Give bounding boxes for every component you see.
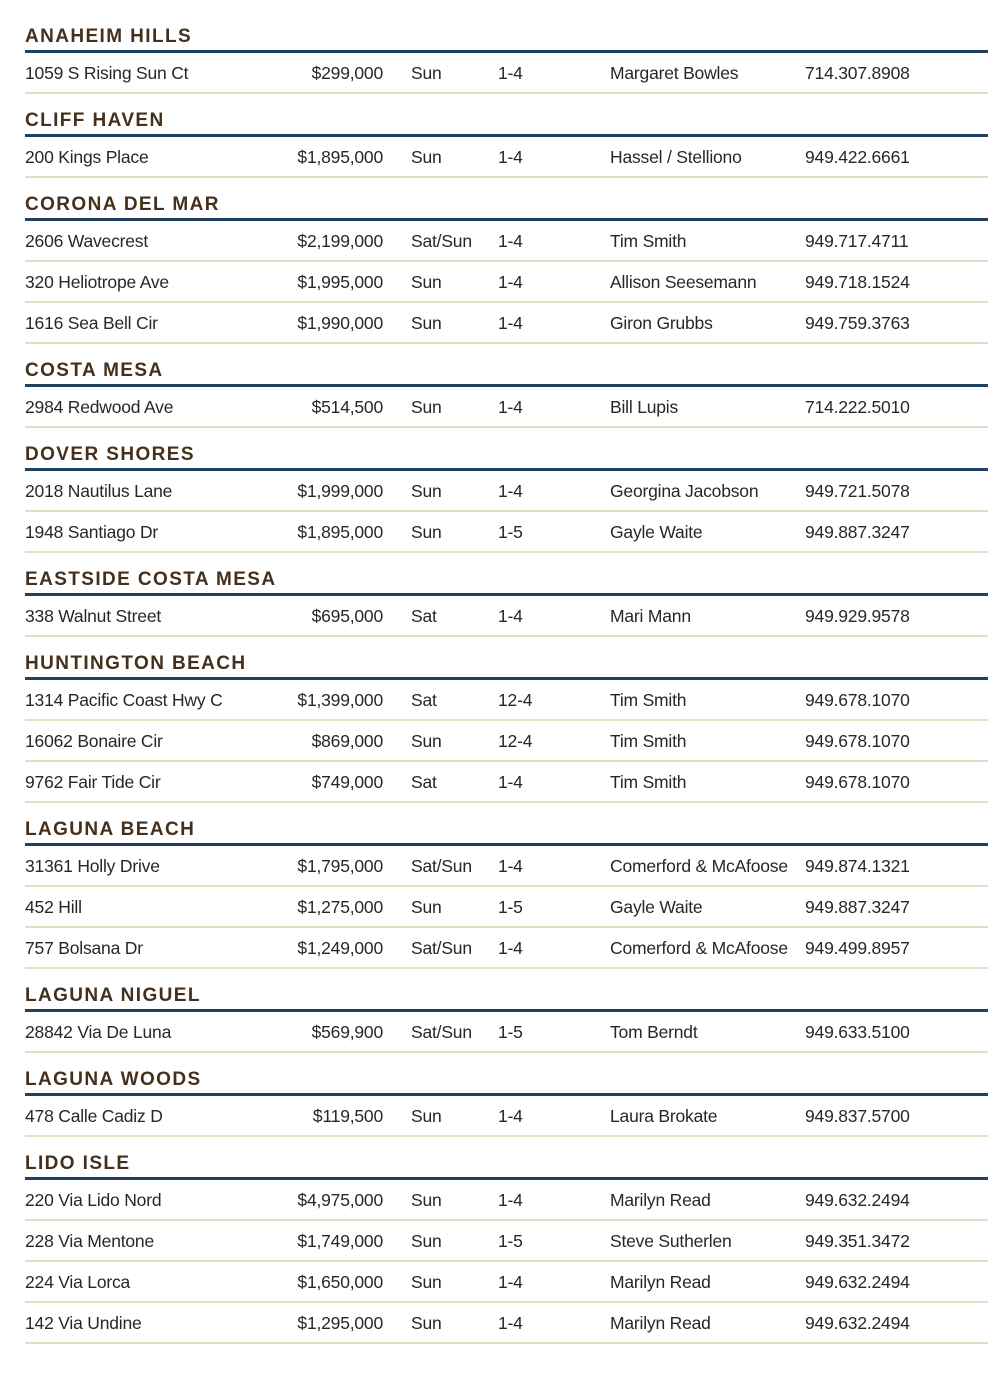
listing-address: 228 Via Mentone [25, 1230, 155, 1251]
listing-agent: Gayle Waite [610, 521, 703, 542]
listing-row [25, 1303, 988, 1344]
listing-open-day: Sun [411, 312, 442, 333]
listing-agent: Tim Smith [610, 230, 687, 251]
listing-price: $1,399,000 [297, 689, 383, 710]
listing-agent: Comerford & McAfoose [610, 937, 788, 958]
neighborhood-title: COSTA MESA [25, 360, 988, 387]
neighborhood-section [25, 819, 988, 969]
neighborhood-section [25, 1153, 988, 1344]
listing-row [25, 1262, 988, 1303]
listing-open-day: Sat/Sun [411, 230, 472, 251]
listing-row [25, 596, 988, 637]
listing-open-time: 1-4 [498, 1105, 523, 1126]
listing-agent: Mari Mann [610, 605, 691, 626]
listing-rows [25, 137, 988, 178]
neighborhood-section [25, 985, 988, 1053]
listing-price: $299,000 [311, 62, 383, 83]
listing-open-time: 1-4 [498, 1271, 523, 1292]
listing-agent: Comerford & McAfoose [610, 855, 788, 876]
listing-open-day: Sun [411, 1105, 442, 1126]
listing-address: 1059 S Rising Sun Ct [25, 62, 189, 83]
listing-address: 31361 Holly Drive [25, 855, 160, 876]
listing-phone: 949.721.5078 [805, 480, 910, 501]
listing-agent: Tom Berndt [610, 1021, 698, 1042]
listing-phone: 949.874.1321 [805, 855, 910, 876]
listing-price: $1,895,000 [297, 521, 383, 542]
listing-price: $695,000 [311, 605, 383, 626]
listing-rows [25, 1180, 988, 1344]
listing-phone: 949.887.3247 [805, 896, 910, 917]
listing-price: $1,995,000 [297, 271, 383, 292]
neighborhood-title: LIDO ISLE [25, 1153, 988, 1180]
listing-phone: 949.633.5100 [805, 1021, 910, 1042]
listing-address: 478 Calle Cadiz D [25, 1105, 163, 1126]
listing-row [25, 512, 988, 553]
neighborhood-title: LAGUNA BEACH [25, 819, 988, 846]
listing-open-day: Sun [411, 146, 442, 167]
listing-address: 28842 Via De Luna [25, 1021, 172, 1042]
listing-open-time: 1-5 [498, 521, 523, 542]
listing-price: $119,500 [312, 1105, 383, 1126]
neighborhood-section [25, 110, 988, 178]
listing-open-time: 1-5 [498, 1021, 523, 1042]
listing-price: $1,749,000 [297, 1230, 383, 1251]
listing-open-time: 12-4 [498, 730, 533, 751]
listing-rows [25, 1012, 988, 1053]
listing-agent: Giron Grubbs [610, 312, 713, 333]
listing-agent: Bill Lupis [610, 396, 679, 417]
listing-row [25, 137, 988, 178]
listing-open-time: 1-4 [498, 271, 523, 292]
listing-row [25, 1221, 988, 1262]
listing-address: 200 Kings Place [25, 146, 149, 167]
listing-rows [25, 387, 988, 428]
listing-address: 757 Bolsana Dr [25, 937, 143, 958]
listing-address: 224 Via Lorca [25, 1271, 131, 1292]
listing-agent: Marilyn Read [610, 1271, 711, 1292]
neighborhood-section [25, 653, 988, 803]
listing-open-time: 1-5 [498, 1230, 523, 1251]
open-house-directory [25, 26, 988, 1344]
listing-open-day: Sat/Sun [411, 1021, 472, 1042]
listing-address: 2018 Nautilus Lane [25, 480, 173, 501]
listing-address: 452 Hill [25, 896, 82, 917]
listing-price: $1,249,000 [297, 937, 383, 958]
listing-phone: 949.351.3472 [805, 1230, 910, 1251]
listing-open-day: Sat [411, 605, 437, 626]
neighborhood-section [25, 444, 988, 553]
neighborhood-title: CLIFF HAVEN [25, 110, 988, 137]
listing-open-time: 1-4 [498, 937, 523, 958]
listing-open-day: Sun [411, 1189, 442, 1210]
neighborhood-section [25, 569, 988, 637]
listing-open-time: 1-4 [498, 1189, 523, 1210]
listing-row [25, 928, 988, 969]
listing-address: 1948 Santiago Dr [25, 521, 159, 542]
listing-row [25, 1180, 988, 1221]
listing-price: $4,975,000 [297, 1189, 383, 1210]
listing-agent: Tim Smith [610, 689, 687, 710]
neighborhood-title: HUNTINGTON BEACH [25, 653, 988, 680]
listing-rows [25, 53, 988, 94]
neighborhood-section [25, 194, 988, 344]
listing-open-time: 1-4 [498, 855, 523, 876]
listing-open-day: Sun [411, 1230, 442, 1251]
neighborhood-title: ANAHEIM HILLS [25, 26, 988, 53]
listing-phone: 949.717.4711 [805, 230, 909, 251]
listing-open-day: Sat/Sun [411, 937, 472, 958]
listing-open-time: 1-4 [498, 771, 523, 792]
listing-open-day: Sun [411, 62, 442, 83]
listing-row [25, 680, 988, 721]
listing-open-time: 1-4 [498, 230, 523, 251]
neighborhood-section [25, 360, 988, 428]
listing-agent: Hassel / Stelliono [610, 146, 742, 167]
listing-open-day: Sat/Sun [411, 855, 472, 876]
listing-open-time: 1-4 [498, 146, 523, 167]
listing-price: $1,999,000 [297, 480, 383, 501]
listing-open-day: Sun [411, 480, 442, 501]
listing-rows [25, 680, 988, 803]
listing-row [25, 303, 988, 344]
listing-address: 9762 Fair Tide Cir [25, 771, 161, 792]
listing-price: $1,795,000 [297, 855, 383, 876]
neighborhood-title: LAGUNA NIGUEL [25, 985, 988, 1012]
listing-price: $1,295,000 [297, 1312, 383, 1333]
listing-address: 338 Walnut Street [25, 605, 162, 626]
listing-rows [25, 596, 988, 637]
neighborhood-section [25, 1069, 988, 1137]
neighborhood-title: LAGUNA WOODS [25, 1069, 988, 1096]
listing-row [25, 846, 988, 887]
listing-phone: 949.759.3763 [805, 312, 910, 333]
listing-open-day: Sun [411, 271, 442, 292]
listing-agent: Georgina Jacobson [610, 480, 759, 501]
listing-address: 1314 Pacific Coast Hwy C [25, 689, 223, 710]
neighborhood-title: DOVER SHORES [25, 444, 988, 471]
listing-agent: Margaret Bowles [610, 62, 739, 83]
listing-address: 1616 Sea Bell Cir [25, 312, 158, 333]
listing-address: 16062 Bonaire Cir [25, 730, 163, 751]
neighborhood-title: CORONA DEL MAR [25, 194, 988, 221]
listing-address: 2984 Redwood Ave [25, 396, 174, 417]
listing-row [25, 887, 988, 928]
listing-phone: 949.678.1070 [805, 730, 910, 751]
listing-price: $1,275,000 [297, 896, 383, 917]
listing-price: $1,990,000 [297, 312, 383, 333]
listing-phone: 949.632.2494 [805, 1271, 910, 1292]
listing-price: $2,199,000 [297, 230, 383, 251]
neighborhood-title: EASTSIDE COSTA MESA [25, 569, 988, 596]
listing-price: $514,500 [311, 396, 383, 417]
listing-agent: Tim Smith [610, 771, 687, 792]
listing-price: $1,895,000 [297, 146, 383, 167]
listing-address: 220 Via Lido Nord [25, 1189, 162, 1210]
listing-open-time: 1-5 [498, 896, 523, 917]
listing-open-time: 1-4 [498, 62, 523, 83]
listing-price: $749,000 [311, 771, 383, 792]
listing-agent: Laura Brokate [610, 1105, 718, 1126]
listing-open-day: Sun [411, 396, 442, 417]
listing-rows [25, 221, 988, 344]
neighborhood-section [25, 26, 988, 94]
listing-agent: Steve Sutherlen [610, 1230, 732, 1251]
listing-address: 142 Via Undine [25, 1312, 142, 1333]
listing-row [25, 53, 988, 94]
listing-phone: 949.718.1524 [805, 271, 910, 292]
listing-row [25, 221, 988, 262]
listing-phone: 949.678.1070 [805, 771, 910, 792]
listing-phone: 949.929.9578 [805, 605, 910, 626]
listing-open-time: 1-4 [498, 312, 523, 333]
listing-open-day: Sun [411, 521, 442, 542]
listing-open-day: Sun [411, 1312, 442, 1333]
listing-agent: Allison Seesemann [610, 271, 757, 292]
listing-open-day: Sun [411, 730, 442, 751]
listing-open-time: 1-4 [498, 396, 523, 417]
listing-price: $869,000 [311, 730, 383, 751]
listing-row [25, 471, 988, 512]
listing-open-day: Sat [411, 689, 437, 710]
listing-row [25, 1096, 988, 1137]
listing-rows [25, 1096, 988, 1137]
listing-price: $569,900 [311, 1021, 383, 1042]
listing-open-day: Sun [411, 1271, 442, 1292]
listing-open-time: 1-4 [498, 480, 523, 501]
listing-open-time: 1-4 [498, 1312, 523, 1333]
listing-open-time: 1-4 [498, 605, 523, 626]
listing-row [25, 262, 988, 303]
listing-row [25, 721, 988, 762]
listing-price: $1,650,000 [297, 1271, 383, 1292]
listing-agent: Tim Smith [610, 730, 687, 751]
listing-open-time: 12-4 [498, 689, 533, 710]
listing-phone: 949.678.1070 [805, 689, 910, 710]
listing-phone: 714.307.8908 [805, 62, 910, 83]
listing-row [25, 387, 988, 428]
listing-phone: 949.499.8957 [805, 937, 910, 958]
listing-phone: 949.632.2494 [805, 1312, 910, 1333]
listing-address: 320 Heliotrope Ave [25, 271, 169, 292]
listing-rows [25, 846, 988, 969]
listing-phone: 949.632.2494 [805, 1189, 910, 1210]
listing-phone: 949.422.6661 [805, 146, 910, 167]
listing-phone: 949.837.5700 [805, 1105, 910, 1126]
listing-row [25, 1012, 988, 1053]
listing-agent: Gayle Waite [610, 896, 703, 917]
listing-agent: Marilyn Read [610, 1312, 711, 1333]
listing-phone: 714.222.5010 [805, 396, 910, 417]
listing-open-day: Sat [411, 771, 437, 792]
listing-agent: Marilyn Read [610, 1189, 711, 1210]
listing-rows [25, 471, 988, 553]
listing-address: 2606 Wavecrest [25, 230, 148, 251]
listing-row [25, 762, 988, 803]
listing-open-day: Sun [411, 896, 442, 917]
listing-phone: 949.887.3247 [805, 521, 910, 542]
